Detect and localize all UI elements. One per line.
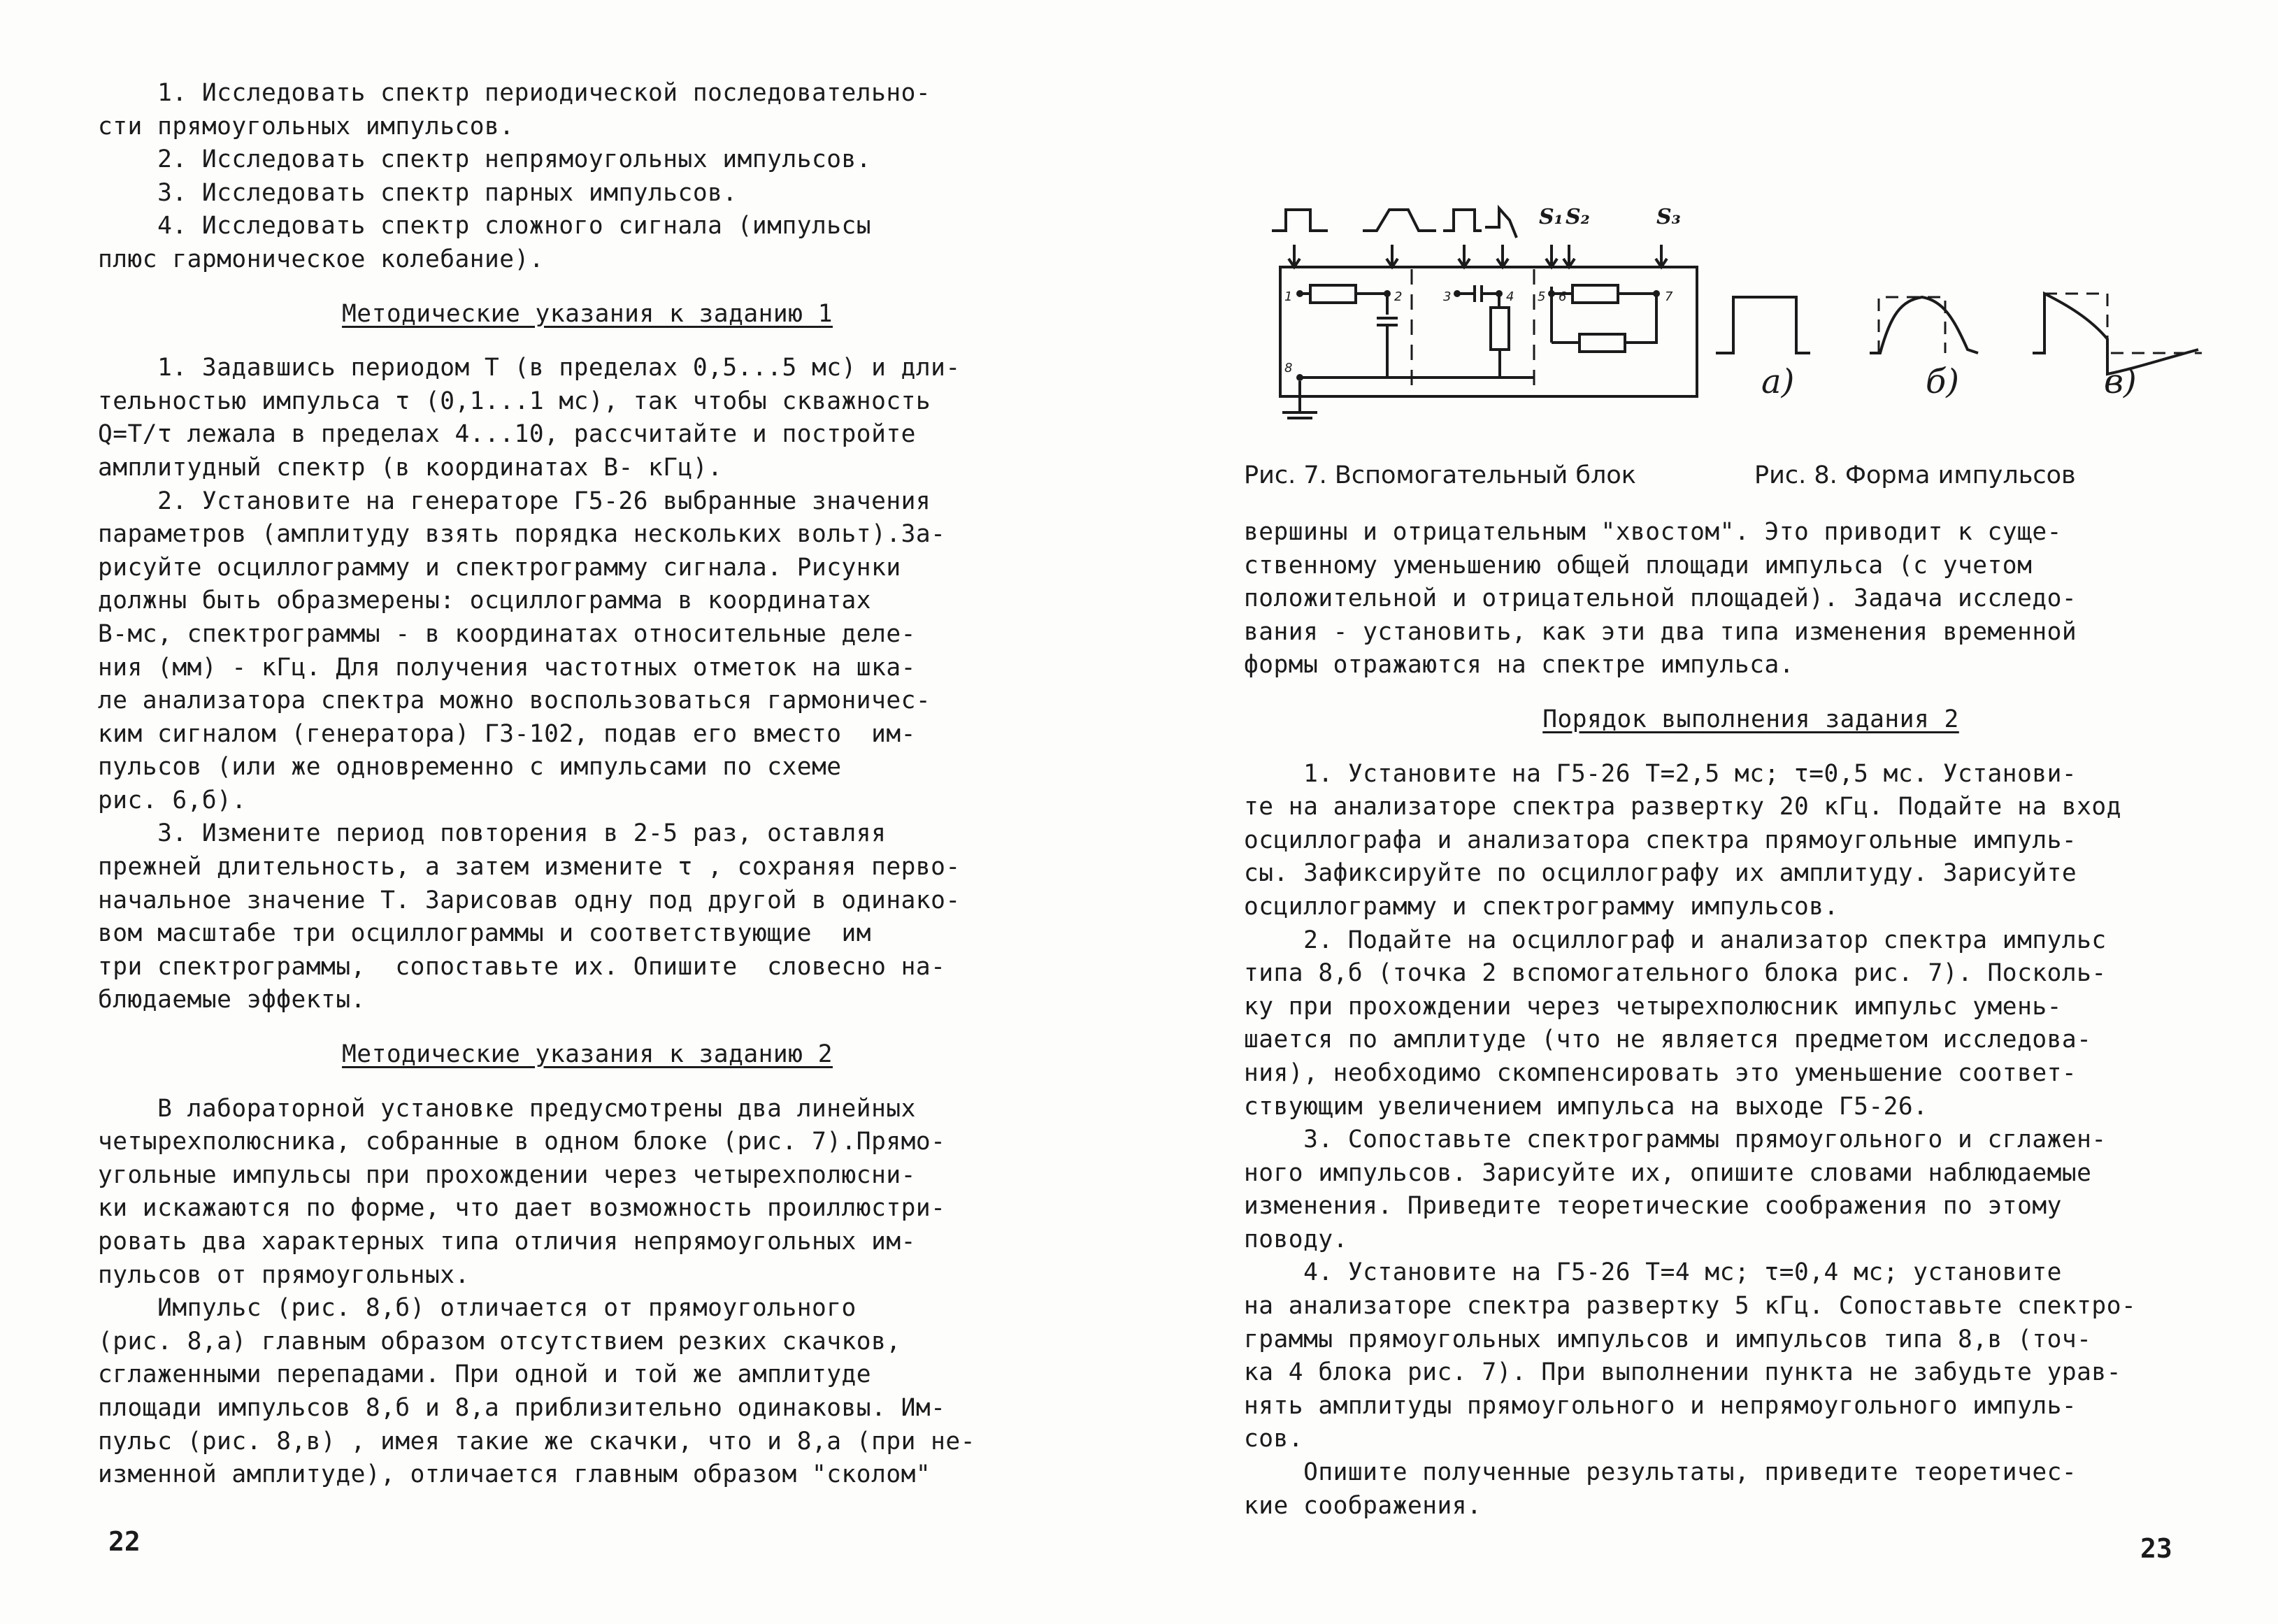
text-line: 3. Сопоставьте спектрограммы прямоугольного и сглажен-: [1244, 1126, 2107, 1154]
text-line: формы отражаются на спектре импульса.: [1244, 651, 1795, 680]
text-line: ного импульсов. Зарисуйте их, опишите словами наблюдаемые: [1244, 1158, 2092, 1187]
text-line: ния), необходимо скомпенсировать это уменьшение соответ-: [1244, 1058, 2077, 1087]
text-line: пульс (рис. 8,в) , имея такие же скачки, что и 8,а (при не-: [98, 1427, 975, 1456]
pin-label: 5: [1538, 289, 1546, 304]
figure8-caption: Рис. 8. Форма импульсов: [1754, 461, 2076, 489]
text-line: ки искажаются по форме, что дает возможность проиллюстри-: [98, 1194, 946, 1223]
pin-label: 4: [1506, 289, 1514, 304]
text-line: граммы прямоугольных импульсов и импульсов типа 8,в (точ-: [1244, 1325, 2092, 1353]
text-line: ровать два характерных типа отличия непрямоугольных им-: [98, 1228, 916, 1256]
text-line: пульсов от прямоугольных.: [98, 1260, 470, 1289]
pin-label: 3: [1443, 289, 1452, 304]
text-line: В лабораторной установке предусмотрены два линейных: [98, 1094, 916, 1123]
text-line: площади импульсов 8,б и 8,а приблизительно одинаковы. Им-: [98, 1393, 946, 1422]
text-line: сов.: [1244, 1425, 1304, 1453]
switch-label-s2: S₂: [1566, 205, 1590, 229]
text-line: 1. Задавшись периодом T (в пределах 0,5...5 мс) и дли-: [98, 354, 961, 382]
text-line: параметров (амплитуду взять порядка нескольких вольт).За-: [98, 520, 946, 549]
figure7-caption: Рис. 7. Вспомогательный блок: [1244, 461, 1636, 489]
section-heading: Методические указания к заданию 2: [342, 1040, 833, 1069]
text-line: ственному уменьшению общей площади импульса (с учетом: [1244, 551, 2033, 580]
page-number: 23: [2140, 1533, 2172, 1564]
section-heading: Методические указания к заданию 1: [342, 299, 833, 328]
page-number: 22: [108, 1526, 141, 1557]
input-waveform-trapezoid: [1363, 210, 1436, 231]
text-line: нять амплитуды прямоугольного и непрямоугольного импуль-: [1244, 1391, 2077, 1420]
text-line: Опишите полученные результаты, приведите теоретичес-: [1244, 1458, 2077, 1487]
text-line: должны быть образмерены: осциллограмма в координатах: [98, 587, 872, 615]
text-line: амплитудный спектр (в координатах В- кГц).: [98, 453, 723, 482]
text-line: тельностью импульса τ (0,1...1 мс), так чтобы скважность: [98, 387, 931, 415]
input-waveform-skewed: [1485, 208, 1517, 238]
text-line: 2. Подайте на осциллограф и анализатор спектра импульс: [1244, 926, 2107, 954]
text-line: 2. Установите на генераторе Г5-26 выбранные значения: [98, 487, 931, 515]
task1-instructions: [98, 352, 1077, 1017]
text-line: пульсов (или же одновременно с импульсами по схеме: [98, 753, 842, 782]
text-line: ствующим увеличением импульса на выходе Г5-26.: [1244, 1092, 1928, 1121]
switch-label-s1: S₁: [1539, 205, 1563, 229]
text-line: Импульс (рис. 8,б) отличается от прямоугольного: [98, 1294, 857, 1323]
task2-instructions: [98, 1093, 1077, 1492]
text-line: кие соображения.: [1244, 1491, 1482, 1520]
section-heading: Порядок выполнения задания 2: [1542, 705, 1959, 733]
text-line: изменной амплитуде), отличается главным образом "сколом": [98, 1460, 931, 1489]
text-line: 4. Исследовать спектр сложного сигнала (импульсы: [98, 212, 872, 240]
text-line: ния (мм) - кГц. Для получения частотных отметок на шка-: [98, 653, 916, 682]
task2-procedure: [1244, 758, 2258, 1523]
text-line: три спектрограммы, сопоставьте их. Опишите словесно на-: [98, 952, 946, 981]
text-line: поводу.: [1244, 1225, 1348, 1253]
text-line: типа 8,б (точка 2 вспомогательного блока рис. 7). Посколь-: [1244, 959, 2107, 988]
text-line: 2. Исследовать спектр непрямоугольных импульсов.: [98, 145, 872, 174]
right-text-column: [1244, 516, 2258, 1523]
text-line: сглаженными перепадами. При одной и той же амплитуде: [98, 1360, 872, 1389]
pulse-rectangular: [1716, 297, 1810, 353]
text-line: на анализаторе спектра развертку 5 кГц. Сопоставьте спектро-: [1244, 1292, 2137, 1321]
text-line: вом масштабе три осциллограммы и соответствующие им: [98, 919, 872, 948]
text-line: ле анализатора спектра можно воспользоваться гармоничес-: [98, 687, 931, 715]
text-line: четырехполюсника, собранные в одном блоке (рис. 7).Прямо-: [98, 1128, 946, 1156]
text-line: (рис. 8,а) главным образом отсутствием резких скачков,: [98, 1327, 901, 1356]
left-text-column: [98, 77, 1077, 1492]
text-line: вания - установить, как эти два типа изменения временной: [1244, 617, 2077, 646]
text-line: рис. 6,б).: [98, 786, 247, 814]
text-line: 3. Исследовать спектр парных импульсов.: [98, 178, 738, 207]
pin-label: 7: [1665, 289, 1673, 304]
task-list: [98, 77, 1077, 277]
text-line: осциллограмму и спектрограмму импульсов.: [1244, 892, 1839, 921]
text-line: шается по амплитуде (что не является предметом исследова-: [1244, 1026, 2092, 1054]
pin-label: 2: [1394, 289, 1403, 304]
text-line: те на анализаторе спектра развертку 20 кГц. Подайте на вход: [1244, 793, 2121, 821]
pulse-smoothed: [1870, 297, 1978, 353]
text-line: сти прямоугольных импульсов.: [98, 112, 515, 141]
text-line: 4. Установите на Г5-26 T=4 мс; τ=0,4 мс; установите: [1244, 1258, 2062, 1287]
input-waveform-rect: [1272, 210, 1328, 231]
figure8-label-b: б): [1926, 362, 1960, 401]
text-line: начальное значение T. Зарисовав одну под другой в одинако-: [98, 886, 961, 914]
text-line: вершины и отрицательным "хвостом". Это приводит к суще-: [1244, 518, 2062, 546]
continued-paragraph: [1244, 516, 2258, 682]
text-line: ка 4 блока рис. 7). При выполнении пункта не забудьте урав-: [1244, 1358, 2121, 1387]
text-line: рисуйте осциллограмму и спектрограмму сигнала. Рисунки: [98, 553, 901, 582]
figure8-label-v: в): [2104, 362, 2137, 401]
text-line: 1. Установите на Г5-26 T=2,5 мс; τ=0,5 мс. Установи-: [1244, 759, 2077, 788]
text-line: положительной и отрицательной площадей). Задача исследо-: [1244, 584, 2077, 613]
text-line: блюдаемые эффекты.: [98, 986, 366, 1014]
pin-label: 6: [1559, 289, 1567, 304]
text-line: 3. Измените период повторения в 2-5 раз, оставляя: [98, 819, 887, 848]
text-line: плюс гармоническое колебание).: [98, 245, 545, 273]
text-line: ким сигналом (генератора) Г3-102, подав его вместо им-: [98, 719, 916, 748]
text-line: ку при прохождении через четырехполюсник импульс умень-: [1244, 992, 2062, 1021]
text-line: изменения. Приведите теоретические соображения по этому: [1244, 1192, 2062, 1221]
text-line: прежней длительность, а затем измените τ , сохраняя перво-: [98, 853, 961, 882]
figure8-label-a: а): [1761, 362, 1795, 401]
right-page: [1139, 0, 2278, 1624]
pin-label: 1: [1284, 289, 1293, 304]
input-waveform-rect-2: [1443, 210, 1482, 231]
text-line: угольные импульсы при прохождении через четырехполюсни-: [98, 1160, 916, 1189]
text-line: осциллографа и анализатора спектра прямоугольные импуль-: [1244, 826, 2077, 854]
pin-label: 8: [1284, 361, 1293, 375]
text-line: 1. Исследовать спектр периодической последовательно-: [98, 79, 931, 107]
text-line: сы. Зафиксируйте по осциллографу их амплитуду. Зарисуйте: [1244, 859, 2077, 888]
text-line: Q=T/τ лежала в пределах 4...10, рассчитайте и постройте: [98, 420, 916, 449]
text-line: В-мс, спектрограммы - в координатах относительные деле-: [98, 619, 916, 648]
switch-label-s3: S₃: [1656, 205, 1681, 229]
